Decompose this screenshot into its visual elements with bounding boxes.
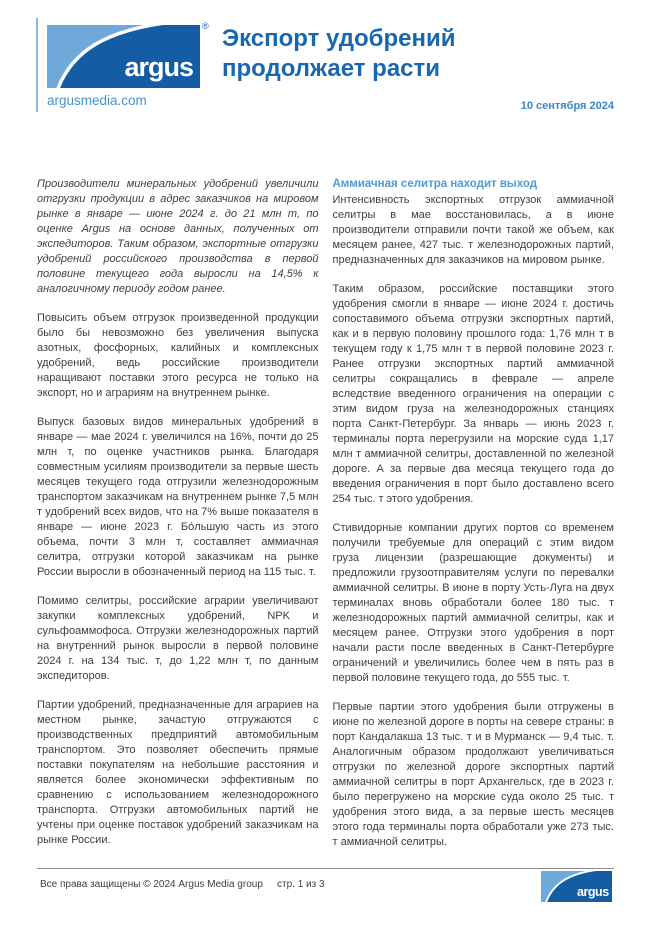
- argus-logo-icon: [47, 25, 200, 88]
- page-title: [222, 24, 456, 84]
- registered-trademark: ®: [202, 21, 209, 31]
- header-accent-line: [36, 18, 38, 112]
- section-heading: Аммиачная селитра находит выход: [332, 178, 538, 190]
- paragraph: Таким образом, российские поставщики этого удобрения смогли в январе — июне 2024 г. достичь сопоставимого объема отгрузки экспортных партий, как и в первую половину прошлого года: 1,76 млн т в текущем году к 1,75 млн т в первой половине 2023 г. Ранее отгрузки экспортных партий аммиачной селитры сокращались в феврале — апреле вследствие введенного ограничения на операции с этим видом груза на железнодорожных станциях порта Санкт-Петербург. За январь — июнь 2023 г. терминалы порта перегрузили на морские суда 1,17 млн т аммиачной селитры, доставленной по железной дороге. А за первые два месяца текущего года до введения ограничения в порт было доставлено всего 254 тыс. т этого удобрения.: [332, 283, 614, 505]
- footer-divider: [37, 868, 614, 869]
- issue-date: 10 сентября 2024: [520, 100, 614, 112]
- paragraph: Стивидорные компании других портов со временем получили требуемые для операций с этим видом груза лицензии (разрешающие документы) и предложили грузоотправителям услуги по перевалки аммиачной селитры. В июне в порту Усть-Луга на двух терминалах вновь обработали более 180 тыс. т железнодорожных партий аммиачной селитры, как и месяцем ранее. Отгрузки этого удобрения в порт начали расти после введенных в Санкт-Петербурге ограничений и увеличились более чем в пять раз в первой половине текущего года, до 555 тыс. т.: [332, 522, 614, 684]
- argus-footer-logo-text: argus: [576, 883, 609, 900]
- paragraph: Интенсивность экспортных отгрузок аммиачной селитры в мае восстановилась, а в июне производители отправили почти такой же объем, как месяцем ранее, 427 тыс. т железнодорожных партий, предназначенных для заказчиков на мировом рынке.: [332, 194, 614, 266]
- paragraph: Помимо селитры, российские аграрии увеличивают закупки комплексных удобрений, NPK и сульфоаммофоса. Отгрузки железнодорожных партий на внутренний рынок выросли в первой половине 2024 г. на 134 тыс. т, до 1,22 млн т, по данным экспедиторов.: [37, 595, 319, 682]
- paragraph: Выпуск базовых видов минеральных удобрений в январе — мае 2024 г. увеличился на 16%, почти до 25 млн т, по оценке участников рынка. Благодаря совместным усилиям производители за первые шесть месяцев текущего года отгрузили железнодорожным транспортом заказчикам на внутреннем рынке 7,5 млн т удобрений всех видов, что на 7% выше показателя в январе — июне 2023 г. Бо́льшую часть из этого объема, почти 3 млн т, составляет аммиачная селитра, отгрузки которой заказчикам на рынке России выросли в обозначенный период на 115 тыс. т.: [37, 416, 319, 578]
- left-column: [37, 177, 319, 865]
- website-link[interactable]: argusmedia.com: [47, 93, 147, 108]
- paragraph: Партии удобрений, предназначенные для аграриев на местном рынке, зачастую отгружаются с производственных предприятий автомобильным транспортом. Это позволяет обеспечить прямые поставки покупателям на небольшие расстояния и является более экономически эффективным по сравнению с использованием железнодорожного транспорта. Отгрузки автомобильных партий не учтены при оценке поставок удобрений заказчикам на рынке России.: [37, 699, 319, 846]
- page-number: стр. 1 из 3: [277, 879, 325, 890]
- paragraph: Повысить объем отгрузок произведенной продукции было бы невозможно без увеличения выпуска азотных, фосфорных, калийных и комплексных удобрений, ведь российские производители наращивают поставки этого ресурса не только на экспорт, но и аграриям на внутреннем рынке.: [37, 312, 319, 399]
- argus-footer-logo-icon: [541, 871, 612, 902]
- article-body: [37, 177, 614, 865]
- page-title-line2: продолжает расти: [222, 55, 441, 82]
- argus-logo-text: argus: [124, 52, 193, 82]
- paragraph: Первые партии этого удобрения были отгружены в июне по железной дороге в порты на севере страны: в порт Кандалакша 13 тыс. т и в Мурманск — 9,4 тыс. т. Аналогичным образом продолжают увеличиваться отгрузки по железной дороге экспортных партий аммиачной селитры в порт Архангельск, где в 2023 г. было перегружено на морские суда около 25 тыс. т удобрения этого вида, а за первые шесть месяцев этого года терминалы порта обработали уже 273 тыс. т аммиачной селитры.: [332, 701, 614, 848]
- argus-footer-logo: [541, 871, 612, 902]
- argus-logo: [47, 25, 200, 88]
- copyright-text: Все права защищены © 2024 Argus Media group: [40, 879, 263, 890]
- page-title-line1: Экспорт удобрений: [222, 25, 456, 52]
- right-column: [333, 177, 615, 865]
- lede-paragraph: Производители минеральных удобрений увеличили отгрузки продукции в адрес заказчиков на мировом рынке в январе — июне 2024 г. до 21 млн т, по оценке Argus на основе данных, полученных от экспедиторов. Таким образом, экспортные отгрузки удобрений российского производства в первой половине текущего года выросли на 14,5% к аналогичному периоду годом ранее.: [37, 178, 319, 295]
